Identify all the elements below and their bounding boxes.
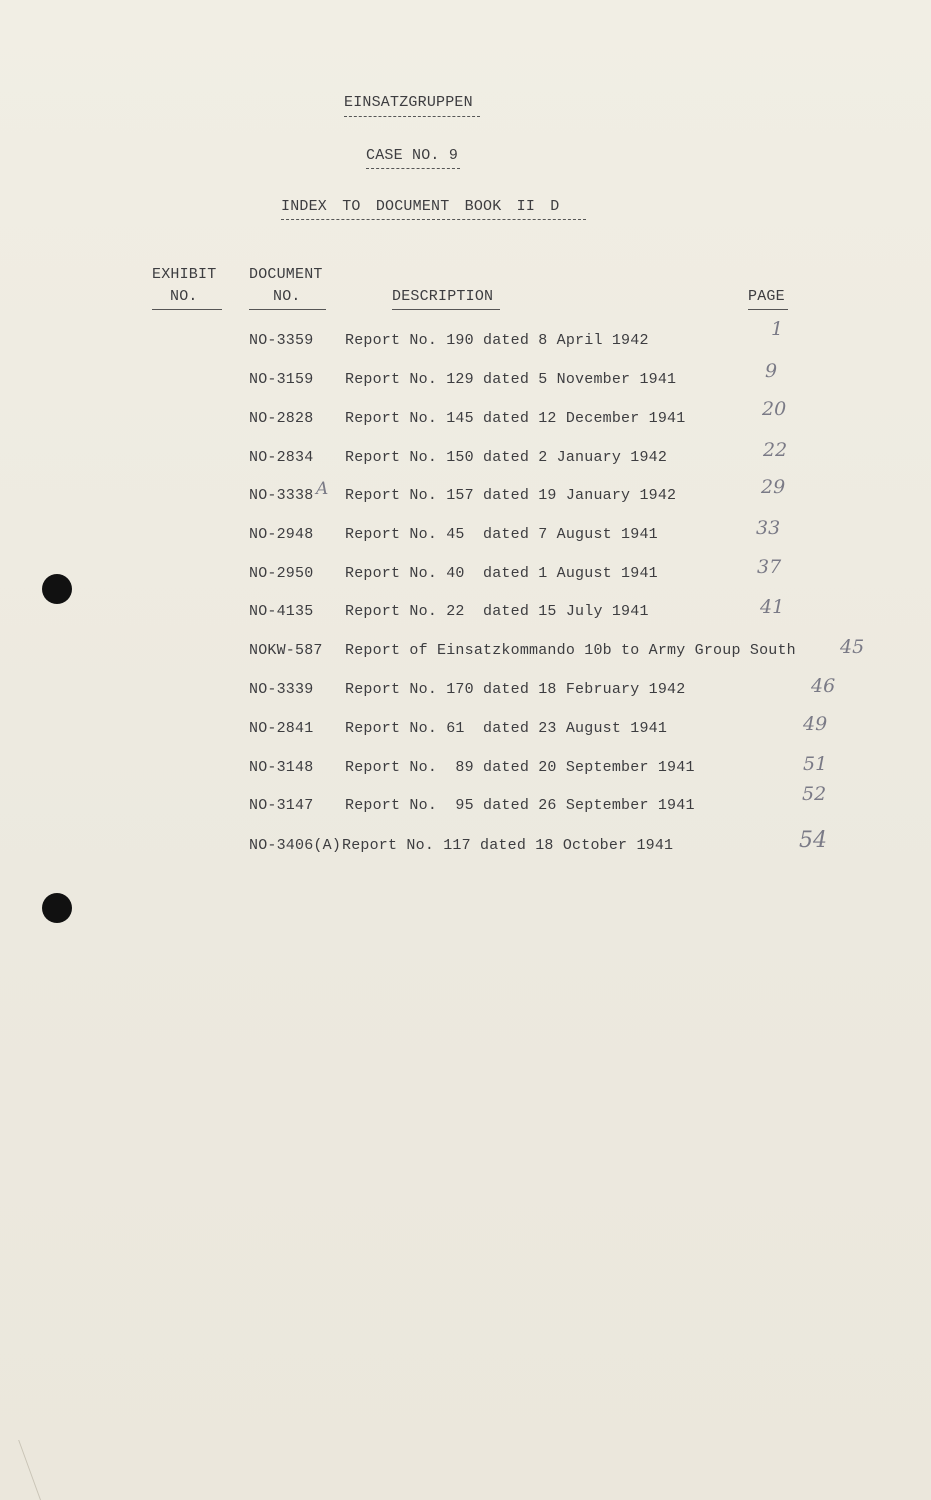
row-5-doc: NO-3338 bbox=[249, 487, 314, 504]
row-14-page: 54 bbox=[799, 828, 827, 853]
row-5-mark: A bbox=[316, 479, 329, 499]
col-document-rule bbox=[249, 309, 326, 310]
col-description: DESCRIPTION bbox=[392, 288, 494, 305]
case-number: CASE NO. 9 bbox=[366, 147, 459, 164]
row-14-desc: Report No. 117 dated 18 October 1941 bbox=[342, 837, 674, 854]
row-6-page: 33 bbox=[756, 517, 781, 539]
row-4-page: 22 bbox=[763, 439, 788, 461]
index-underline bbox=[281, 219, 586, 220]
row-3-desc: Report No. 145 dated 12 December 1941 bbox=[345, 410, 686, 427]
row-12-desc: Report No. 89 dated 20 September 1941 bbox=[345, 759, 695, 776]
page-fold-corner bbox=[0, 1440, 41, 1500]
title-underline bbox=[344, 116, 480, 117]
row-9-doc: NOKW-587 bbox=[249, 642, 323, 659]
row-14-doc: NO-3406(A) bbox=[249, 837, 342, 854]
row-4-doc: NO-2834 bbox=[249, 449, 314, 466]
row-6-doc: NO-2948 bbox=[249, 526, 314, 543]
row-3-page: 20 bbox=[762, 398, 787, 420]
case-underline bbox=[366, 168, 460, 169]
index-heading: INDEX TO DOCUMENT BOOK II D bbox=[281, 198, 560, 215]
row-2-page: 9 bbox=[765, 360, 778, 382]
row-9-desc: Report of Einsatzkommando 10b to Army Group South bbox=[345, 642, 796, 659]
col-document-line2: NO. bbox=[273, 288, 301, 305]
col-exhibit-line1: EXHIBIT bbox=[152, 266, 217, 283]
row-13-desc: Report No. 95 dated 26 September 1941 bbox=[345, 797, 695, 814]
row-11-doc: NO-2841 bbox=[249, 720, 314, 737]
row-7-desc: Report No. 40 dated 1 August 1941 bbox=[345, 565, 658, 582]
row-5-page: 29 bbox=[761, 476, 786, 498]
row-10-page: 46 bbox=[811, 675, 836, 697]
row-1-doc: NO-3359 bbox=[249, 332, 314, 349]
punch-hole-lower bbox=[42, 893, 72, 923]
row-13-doc: NO-3147 bbox=[249, 797, 314, 814]
col-page-rule bbox=[748, 309, 788, 310]
row-11-page: 49 bbox=[803, 713, 828, 735]
row-12-page: 51 bbox=[803, 753, 828, 775]
row-10-desc: Report No. 170 dated 18 February 1942 bbox=[345, 681, 686, 698]
col-exhibit-rule bbox=[152, 309, 222, 310]
row-10-doc: NO-3339 bbox=[249, 681, 314, 698]
document-title: EINSATZGRUPPEN bbox=[344, 94, 473, 111]
row-9-page: 45 bbox=[840, 636, 865, 658]
row-8-desc: Report No. 22 dated 15 July 1941 bbox=[345, 603, 649, 620]
row-12-doc: NO-3148 bbox=[249, 759, 314, 776]
row-4-desc: Report No. 150 dated 2 January 1942 bbox=[345, 449, 668, 466]
row-1-desc: Report No. 190 dated 8 April 1942 bbox=[345, 332, 649, 349]
col-description-rule bbox=[392, 309, 500, 310]
row-13-page: 52 bbox=[802, 783, 827, 805]
row-7-doc: NO-2950 bbox=[249, 565, 314, 582]
col-document-line1: DOCUMENT bbox=[249, 266, 323, 283]
row-11-desc: Report No. 61 dated 23 August 1941 bbox=[345, 720, 668, 737]
row-7-page: 37 bbox=[757, 556, 782, 578]
row-3-doc: NO-2828 bbox=[249, 410, 314, 427]
row-5-desc: Report No. 157 dated 19 January 1942 bbox=[345, 487, 677, 504]
punch-hole-upper bbox=[42, 574, 72, 604]
row-1-page: 1 bbox=[771, 318, 784, 340]
row-2-desc: Report No. 129 dated 5 November 1941 bbox=[345, 371, 677, 388]
row-6-desc: Report No. 45 dated 7 August 1941 bbox=[345, 526, 658, 543]
col-exhibit-line2: NO. bbox=[170, 288, 198, 305]
row-2-doc: NO-3159 bbox=[249, 371, 314, 388]
row-8-page: 41 bbox=[760, 596, 785, 618]
col-page: PAGE bbox=[748, 288, 785, 305]
row-8-doc: NO-4135 bbox=[249, 603, 314, 620]
